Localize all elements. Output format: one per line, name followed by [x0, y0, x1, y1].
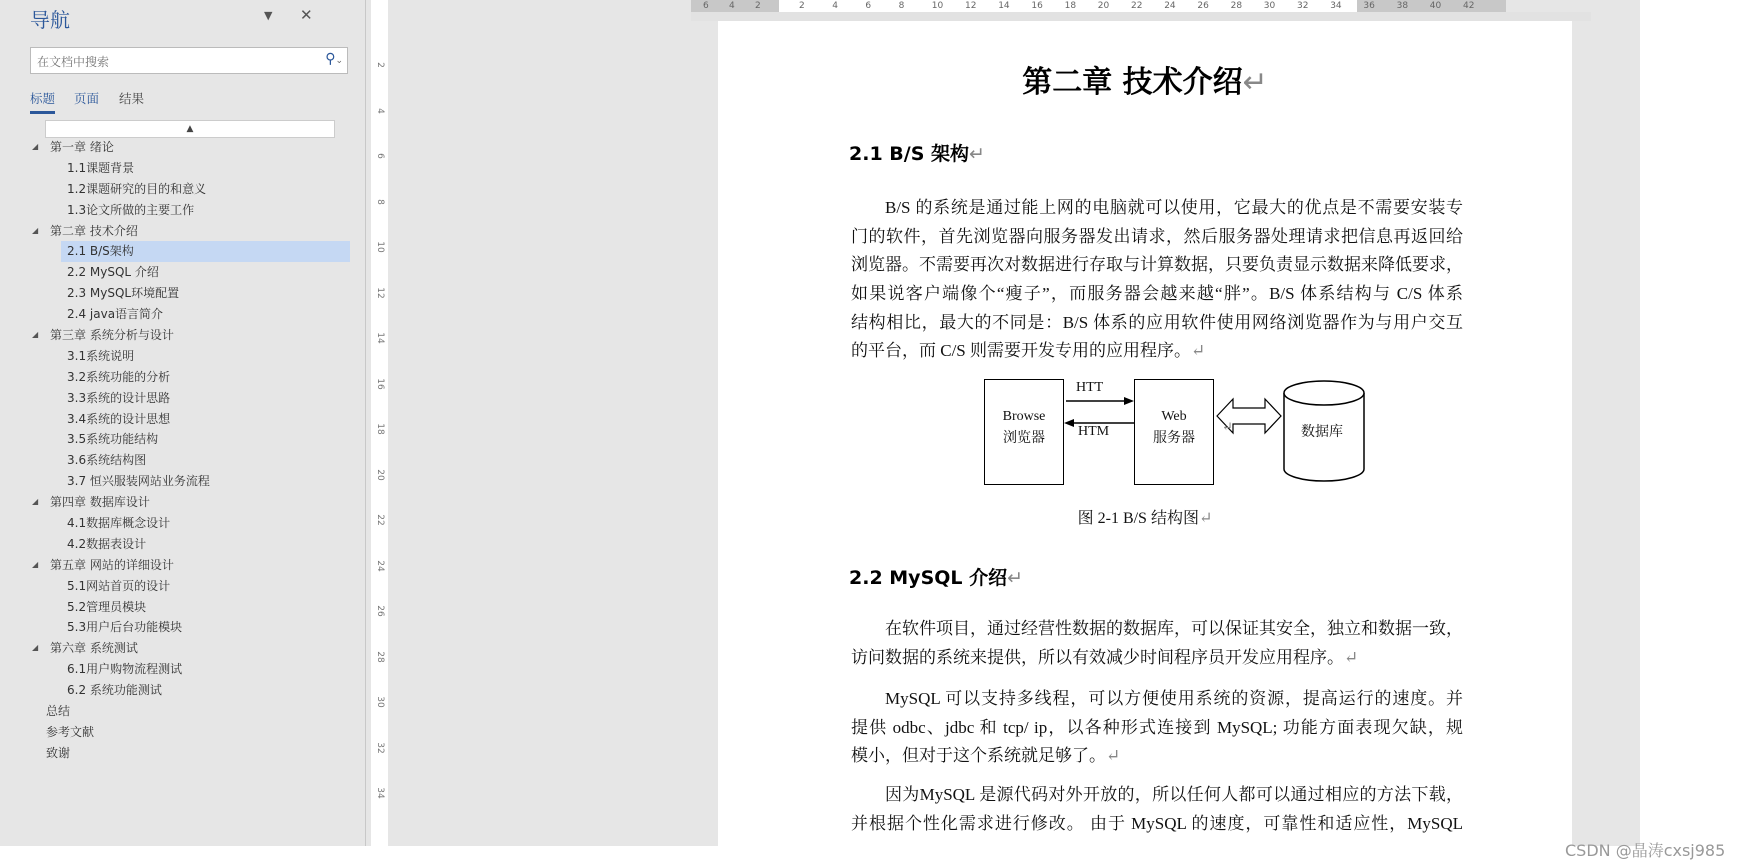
ruler-number: 16	[375, 377, 385, 390]
figure-caption: 图 2-1 B/S 结构图↵	[1077, 510, 1213, 527]
search-icon[interactable]: ⚲⌄	[325, 51, 343, 67]
nav-heading-label: 3.5系统功能结构	[67, 432, 159, 447]
ruler-number: 8	[375, 198, 385, 205]
chapter-title: 第二章 技术介绍↵	[1022, 65, 1268, 100]
nav-heading-label: 参考文献	[46, 724, 95, 739]
navigation-pane	[16, 0, 366, 846]
ruler-number: 16	[1031, 1, 1043, 11]
text-line: MySQL 可以支持多线程，可以方便使用系统的资源，提高运行的速度。并	[885, 689, 1463, 708]
ruler-number: 30	[1263, 1, 1276, 11]
ruler-number: 32	[1297, 1, 1309, 11]
ruler-number: 4	[832, 1, 838, 11]
nav-heading-item[interactable]	[16, 743, 366, 764]
nav-heading-label: 2.3 MySQL环境配置	[67, 286, 180, 301]
nav-heading-label: 3.1系统说明	[67, 348, 135, 363]
nav-heading-item[interactable]	[16, 534, 366, 555]
nav-heading-label: 致谢	[46, 745, 71, 760]
nav-heading-item[interactable]	[16, 617, 366, 638]
nav-heading-item[interactable]	[16, 388, 366, 409]
ruler-number: 22	[1131, 1, 1143, 11]
nav-heading-item[interactable]	[61, 241, 350, 262]
nav-heading-item[interactable]	[16, 597, 366, 618]
ruler-number: 20	[375, 468, 385, 481]
nav-heading-item[interactable]	[16, 367, 366, 388]
arrows-icon	[1064, 391, 1134, 431]
nav-title: 导航	[30, 8, 70, 32]
ruler-number: 18	[1064, 1, 1077, 11]
text-line: 模小，但对于这个系统就足够了。↵	[851, 746, 1121, 766]
heading-2-2: 2.2 MySQL 介绍↵	[849, 567, 1024, 589]
nav-heading-item[interactable]	[16, 262, 366, 283]
ruler-number: 34	[375, 787, 385, 799]
watermark: CSDN @晶涛cxsj985	[1565, 841, 1726, 860]
nav-heading-label: 4.1数据库概念设计	[67, 516, 171, 531]
nav-heading-label: 3.7 恒兴服装网站业务流程	[67, 474, 210, 489]
text-line: 结构相比，最大的不同是：B/S 体系的应用软件使用网络浏览器作为与用户交互	[851, 312, 1463, 332]
text-line: 浏览器。不需要再次对数据进行存取与计算数据，只要负责显示数据来降低要求，	[851, 255, 1463, 275]
nav-heading-item[interactable]	[16, 555, 366, 576]
nav-heading-item[interactable]	[16, 638, 366, 659]
nav-heading-label: 第一章 绪论	[50, 140, 114, 154]
ruler-number: 14	[998, 1, 1010, 11]
ruler-number: 10	[931, 1, 944, 11]
nav-heading-item[interactable]	[16, 221, 366, 242]
nav-heading-item[interactable]	[16, 409, 366, 430]
text-line: 在软件项目，通过经营性数据的数据库，可以保证其安全，独立和数据一致，	[885, 619, 1463, 638]
nav-heading-item[interactable]	[16, 137, 366, 158]
nav-heading-label: 2.1 B/S架构	[67, 244, 134, 259]
ruler-number: 12	[375, 286, 385, 299]
nav-heading-label: 2.4 java语言简介	[67, 307, 164, 322]
ruler-number: 14	[375, 332, 385, 344]
search-placeholder: 在文档中搜索	[37, 55, 110, 69]
ruler-number: 18	[375, 423, 385, 435]
ruler-number: 10	[375, 241, 385, 253]
pane-options-icon[interactable]: ▼	[264, 9, 273, 22]
ruler-number: 40	[1429, 1, 1442, 11]
text-line: B/S 的系统是通过能上网的电脑就可以使用，它最大的优点是不需要安装专	[885, 198, 1463, 217]
response-label: HTM	[1078, 424, 1110, 439]
text-line: 并根据个性化需求进行修改。 由于 MySQL 的速度，可靠性和适应性，MySQL	[851, 813, 1463, 833]
ruler-number: 4	[375, 107, 385, 114]
nav-heading-item[interactable]	[16, 701, 366, 722]
nav-heading-item[interactable]	[16, 680, 366, 701]
close-icon[interactable]: ✕	[300, 6, 313, 24]
nav-heading-label: 总结	[46, 704, 71, 719]
collapse-triangle-icon[interactable]: ◢	[32, 225, 39, 235]
ruler-number: 30	[375, 696, 385, 708]
ruler-number: 6	[703, 1, 709, 11]
tab-results[interactable]: 结果	[119, 91, 145, 106]
document-page[interactable]: 第二章 技术介绍↵ 2.1 B/S 架构↵ B/S 的系统是通过能上网的电脑就可以使用，它最大的优点是不需要安装专 门的软件，首先浏览器向服务器发出请求，然后服务器处理请求把信息再返回给 浏览器。不需要再次对数据进行存取与计算数据，只要负责显示数据来降低要求， 如果说客户端像个“瘦子”，而服务器会越来越“胖”。B/S 体系结构与 C/S 体系 结构相比，最大的不同是：B/S 体系的应用软件使用网络浏览器作为与用户交互 的平台，而 C/S 则需要开发专用的应用程序。↵ Browse 浏览器 HTT HTM Web 服务器 数据库 ↵ 图 2-1 B/S 结构图↵ 2.2 MySQL 介绍↵ 在软件项目，通过经营性数据的数据库，可以保证其安全，独立和数据一致， 访问数据的系统来提供，所以有效减少时间程序员开发应用程序。↵ MySQL 可以支持多线程，可以方便使用系统的资源，提高运行的速度。并 提供 odbc、jdbc 和 tcp/ ip，以各种形式连接到 MySQL; 功能方面表现欠缺，规 模小，但对于这个系统就足够了。↵ 因为MySQL 是源代码对外开放的，所以任何人都可以通过相应的方法下载， 并根据个性化需求进行修改。 由于 MySQL 的速度，可靠性和适应性，MySQL	[718, 21, 1572, 846]
vertical-ruler	[371, 0, 388, 846]
ruler-number: 34	[1330, 1, 1342, 11]
paragraph-mysql-3	[851, 781, 1463, 838]
paragraph-mysql-2	[851, 685, 1463, 771]
web-server-box: Web 服务器	[1134, 379, 1214, 485]
nav-heading-item[interactable]	[16, 722, 366, 743]
nav-heading-label: 第五章 网站的详细设计	[50, 557, 174, 572]
text-line: 的平台，而 C/S 则需要开发专用的应用程序。↵	[851, 341, 1206, 361]
nav-heading-item[interactable]	[16, 492, 366, 513]
nav-heading-label: 第三章 系统分析与设计	[50, 328, 174, 343]
ruler-number: 32	[375, 741, 385, 754]
heading-tree	[16, 137, 366, 764]
ruler-number: 4	[729, 1, 735, 11]
nav-heading-label: 1.3论文所做的主要工作	[67, 202, 195, 217]
ruler-number: 22	[375, 514, 385, 526]
text-line: 提供 odbc、jdbc 和 tcp/ ip，以各种形式连接到 MySQL; 功能方面表现欠缺，规	[851, 717, 1463, 737]
nav-heading-label: 5.2管理员模块	[67, 599, 147, 614]
nav-heading-label: 5.3用户后台功能模块	[67, 620, 183, 635]
nav-heading-label: 1.1课题背景	[67, 160, 135, 175]
heading-2-1: 2.1 B/S 架构↵	[849, 143, 985, 165]
ruler-number: 12	[965, 1, 977, 11]
database-label: 数据库	[1301, 425, 1343, 440]
browser-box: Browse 浏览器	[984, 379, 1064, 485]
nav-heading-item[interactable]	[16, 158, 366, 179]
nav-heading-label: 3.3系统的设计思路	[67, 390, 171, 405]
collapse-triangle-icon[interactable]: ◢	[32, 330, 39, 340]
nav-heading-label: 2.2 MySQL 介绍	[67, 265, 159, 280]
ruler-number: 20	[1097, 1, 1110, 11]
collapse-triangle-icon[interactable]: ◢	[32, 559, 39, 569]
ruler-number: 24	[1164, 1, 1176, 11]
collapse-triangle-icon[interactable]: ◢	[32, 142, 39, 151]
text-line: 访问数据的系统来提供，所以有效减少时间程序员开发应用程序。↵	[851, 647, 1359, 667]
nav-heading-item[interactable]	[16, 346, 366, 367]
request-label: HTT	[1076, 380, 1104, 395]
nav-heading-item[interactable]	[16, 325, 366, 346]
ruler-number: 28	[375, 650, 385, 663]
nav-heading-item[interactable]	[16, 659, 366, 680]
paragraph-bs	[851, 194, 1463, 366]
ruler-number: 2	[755, 1, 761, 11]
text-line: 门的软件，首先浏览器向服务器发出请求，然后服务器处理请求把信息再返回给	[851, 226, 1463, 246]
nav-heading-label: 1.2课题研究的目的和意义	[67, 181, 207, 196]
collapse-triangle-icon[interactable]: ◢	[32, 643, 39, 653]
nav-heading-item[interactable]	[16, 304, 366, 325]
nav-heading-label: 第六章 系统测试	[50, 641, 138, 656]
search-input[interactable]	[30, 47, 348, 74]
nav-heading-label: 4.2数据表设计	[67, 536, 147, 551]
paragraph-mysql-1	[851, 615, 1463, 672]
ruler-number: 6	[375, 153, 385, 159]
nav-heading-label: 6.2 系统功能测试	[67, 683, 162, 698]
tab-headings[interactable]: 标题	[30, 89, 55, 114]
horizontal-ruler	[691, 0, 1591, 20]
nav-heading-label: 6.1用户购物流程测试	[67, 662, 183, 677]
ruler-number: 24	[375, 559, 385, 572]
nav-heading-item[interactable]	[16, 576, 366, 597]
nav-heading-item[interactable]	[16, 513, 366, 534]
nav-heading-item[interactable]	[16, 283, 366, 304]
ruler-number: 42	[1463, 1, 1475, 11]
nav-heading-item[interactable]	[16, 450, 366, 471]
text-line: 如果说客户端像个“瘦子”，而服务器会越来越“胖”。B/S 体系结构与 C/S 体系	[851, 284, 1463, 304]
nav-heading-label: 3.4系统的设计思想	[67, 411, 171, 426]
collapse-triangle-icon[interactable]: ◢	[32, 497, 39, 507]
nav-heading-label: 第二章 技术介绍	[50, 223, 138, 238]
ruler-number: 36	[1363, 1, 1375, 11]
nav-heading-label: 3.2系统功能的分析	[67, 369, 171, 384]
ruler-number: 38	[1396, 1, 1409, 11]
ruler-number: 2	[375, 62, 385, 68]
nav-heading-item[interactable]	[16, 471, 366, 492]
ruler-number: 2	[799, 1, 805, 11]
nav-heading-label: 第四章 数据库设计	[50, 495, 150, 510]
tab-pages[interactable]: 页面	[74, 91, 100, 106]
nav-heading-item[interactable]	[16, 200, 366, 221]
ruler-number: 26	[375, 605, 385, 617]
text-line: 因为MySQL 是源代码对外开放的，所以任何人都可以通过相应的方法下载，	[885, 785, 1463, 804]
nav-heading-item[interactable]	[16, 429, 366, 450]
nav-heading-label: 3.6系统结构图	[67, 453, 147, 468]
ruler-number: 8	[898, 1, 905, 11]
ruler-number: 28	[1230, 1, 1243, 11]
ruler-number: 6	[865, 1, 872, 11]
ruler-number: 26	[1197, 1, 1209, 11]
nav-heading-label: 5.1网站首页的设计	[67, 578, 171, 593]
nav-heading-item[interactable]	[16, 179, 366, 200]
scroll-to-top-button[interactable]: ▲	[45, 120, 335, 138]
